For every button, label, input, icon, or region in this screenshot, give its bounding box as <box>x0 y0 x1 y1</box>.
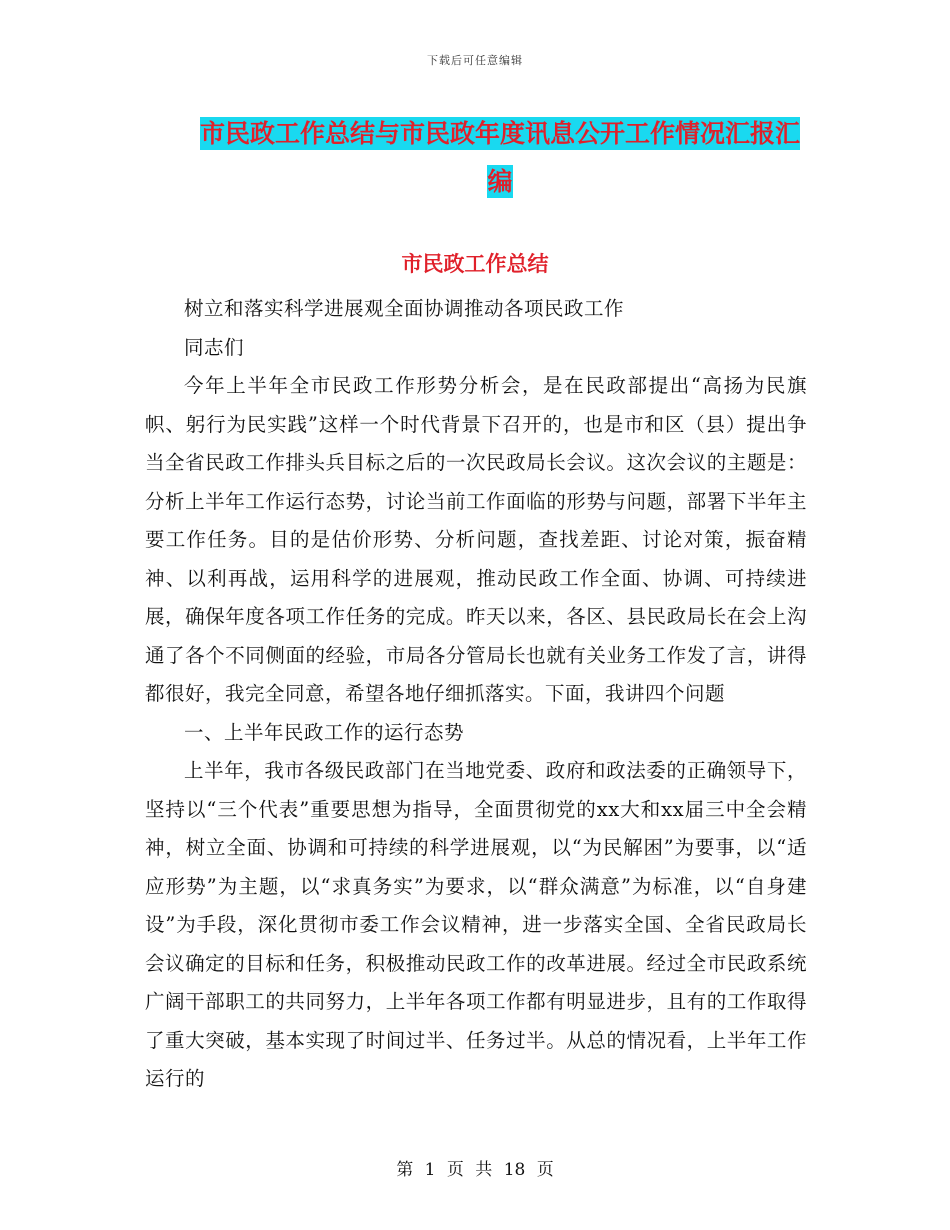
section-title: 市民政工作总结 <box>401 251 549 276</box>
paragraph: 一、上半年民政工作的运行态势 <box>184 720 465 744</box>
paragraph: 今年上半年全市民政工作形势分析会，是在民政部提出“高扬为民旗帜、躬行为民实践”这样一个时代背景下召开的，也是市和区（县）提出争当全省民政工作排头兵目标之后的一次民政局长会议。这次会议的主题是：分析上半年工作运行态势，讨论当前工作面临的形势与问题，部署下半年主要工作任务。目的是估价形势、分析问题，查找差距、讨论对策，振奋精神、以利再战，运用科学的进展观，推动民政工作全面、协调、可持续进展，确保年度各项工作任务的完成。昨天以来，各区、县民政局长在会上沟通了各个不同侧面的经验，市局各分管局长也就有关业务工作发了言，讲得都很好，我完全同意，希望各地仔细抓落实。下面，我讲四个问题 <box>145 374 807 705</box>
paragraph: 树立和落实科学进展观全面协调推动各项民政工作 <box>184 297 625 320</box>
page-footer: 第 1 页 共 18 页 <box>396 1160 554 1180</box>
document-body <box>145 290 807 1099</box>
document-title <box>190 110 810 206</box>
document-title-text: 市民政工作总结与市民政年度讯息公开工作情况汇报汇编 <box>199 119 800 196</box>
paragraph: 同志们 <box>184 335 245 359</box>
paragraph: 上半年，我市各级民政部门在当地党委、政府和政法委的正确领导下，坚持以“三个代表”重要思想为指导，全面贯彻党的xx大和xx届三中全会精神，树立全面、协调和可持续的科学进展观，以“为民解困”为要事，以“适应形势”为主题，以“求真务实”为要求，以“群众满意”为标准，以“自身建设”为手段，深化贯彻市委工作会议精神，进一步落实全国、全省民政局长会议确定的目标和任务，积极推动民政工作的改革进展。经过全市民政系统广阔干部职工的共同努力，上半年各项工作都有明显进步，且有的工作取得了重大突破，基本实现了时间过半、任务过半。从总的情况看，上半年工作运行的 <box>145 759 807 1090</box>
header-note: 下载后可任意编辑 <box>427 54 523 67</box>
